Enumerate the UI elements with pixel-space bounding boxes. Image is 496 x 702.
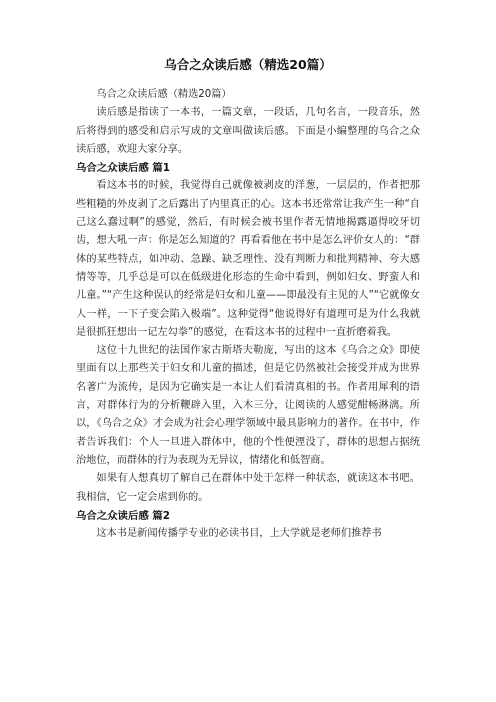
section-heading-2: 乌合之众读后感 篇2	[76, 509, 170, 522]
section-heading-1: 乌合之众读后感 篇1	[76, 162, 170, 175]
section-1-paragraph-2: 这位十九世纪的法国作家古斯塔夫勒庞，写出的这本《乌合之众》即使里面有以上那些关于妇女和儿童的描述，但是它仍然被社会接受并成为世界名著广为流传，是因为它确实是一本让人们看清真相的书。作者用犀利的语言，对群体行为的分析鞭辟入里，入木三分，让阅读的人感觉酣畅淋漓。所以，《乌合之众》才会成为社会心理学领域中最具影响力的著作。在书中，作者告诉我们：个人一旦进入群体中，他的个性便湮没了，群体的思想占据统治地位，而群体的行为表现为无异议，情绪化和低智商。	[76, 345, 420, 466]
document-title: 乌合之众读后感（精选20篇）	[164, 57, 332, 72]
section-2-paragraph-1: 这本书是新闻传播学专业的必读书目，上大学就是老师们推荐书	[96, 528, 382, 540]
intro-paragraph: 读后感是指读了一本书，一篇文章，一段话，几句名言，一段音乐，然后将得到的感受和启示写成的文章叫做读后感。下面是小编整理的乌合之众读后感，欢迎大家分享。	[76, 107, 420, 155]
document-subtitle: 乌合之众读后感（精选20篇）	[96, 89, 232, 100]
section-1-paragraph-3: 如果有人想真切了解自己在群体中处于怎样一种状态，就读这本书吧。我相信，它一定会虐到你的。	[76, 473, 420, 503]
section-1-paragraph-1: 看这本书的时候，我觉得自己就像被剥皮的洋葱，一层层的，作者把那些粗糙的外皮剥了之后露出了内里真正的心。这本书还常常让我产生一种“自己这么蠢过啊”的感觉，然后，有时候会被书里作者无情地揭露逼得咬牙切齿，想大吼一声：你是怎么知道的？再看看他在书中是怎么评价女人的：“群体的某些特点，如冲动、急躁、缺乏理性、没有判断力和批判精神、夸大感情等等，几乎总是可以在低级进化形态的生命中看到，例如妇女、野蛮人和儿童。”“产生这种误认的经常是妇女和儿童——即最没有主见的人”“它就像女人一样，一下子变会陷入极端”。这种觉得“他说得好有道理可是为什么我就是很抓狂想出一记左勾拳”的感觉，在看这本书的过程中一直折磨着我。	[76, 180, 420, 338]
